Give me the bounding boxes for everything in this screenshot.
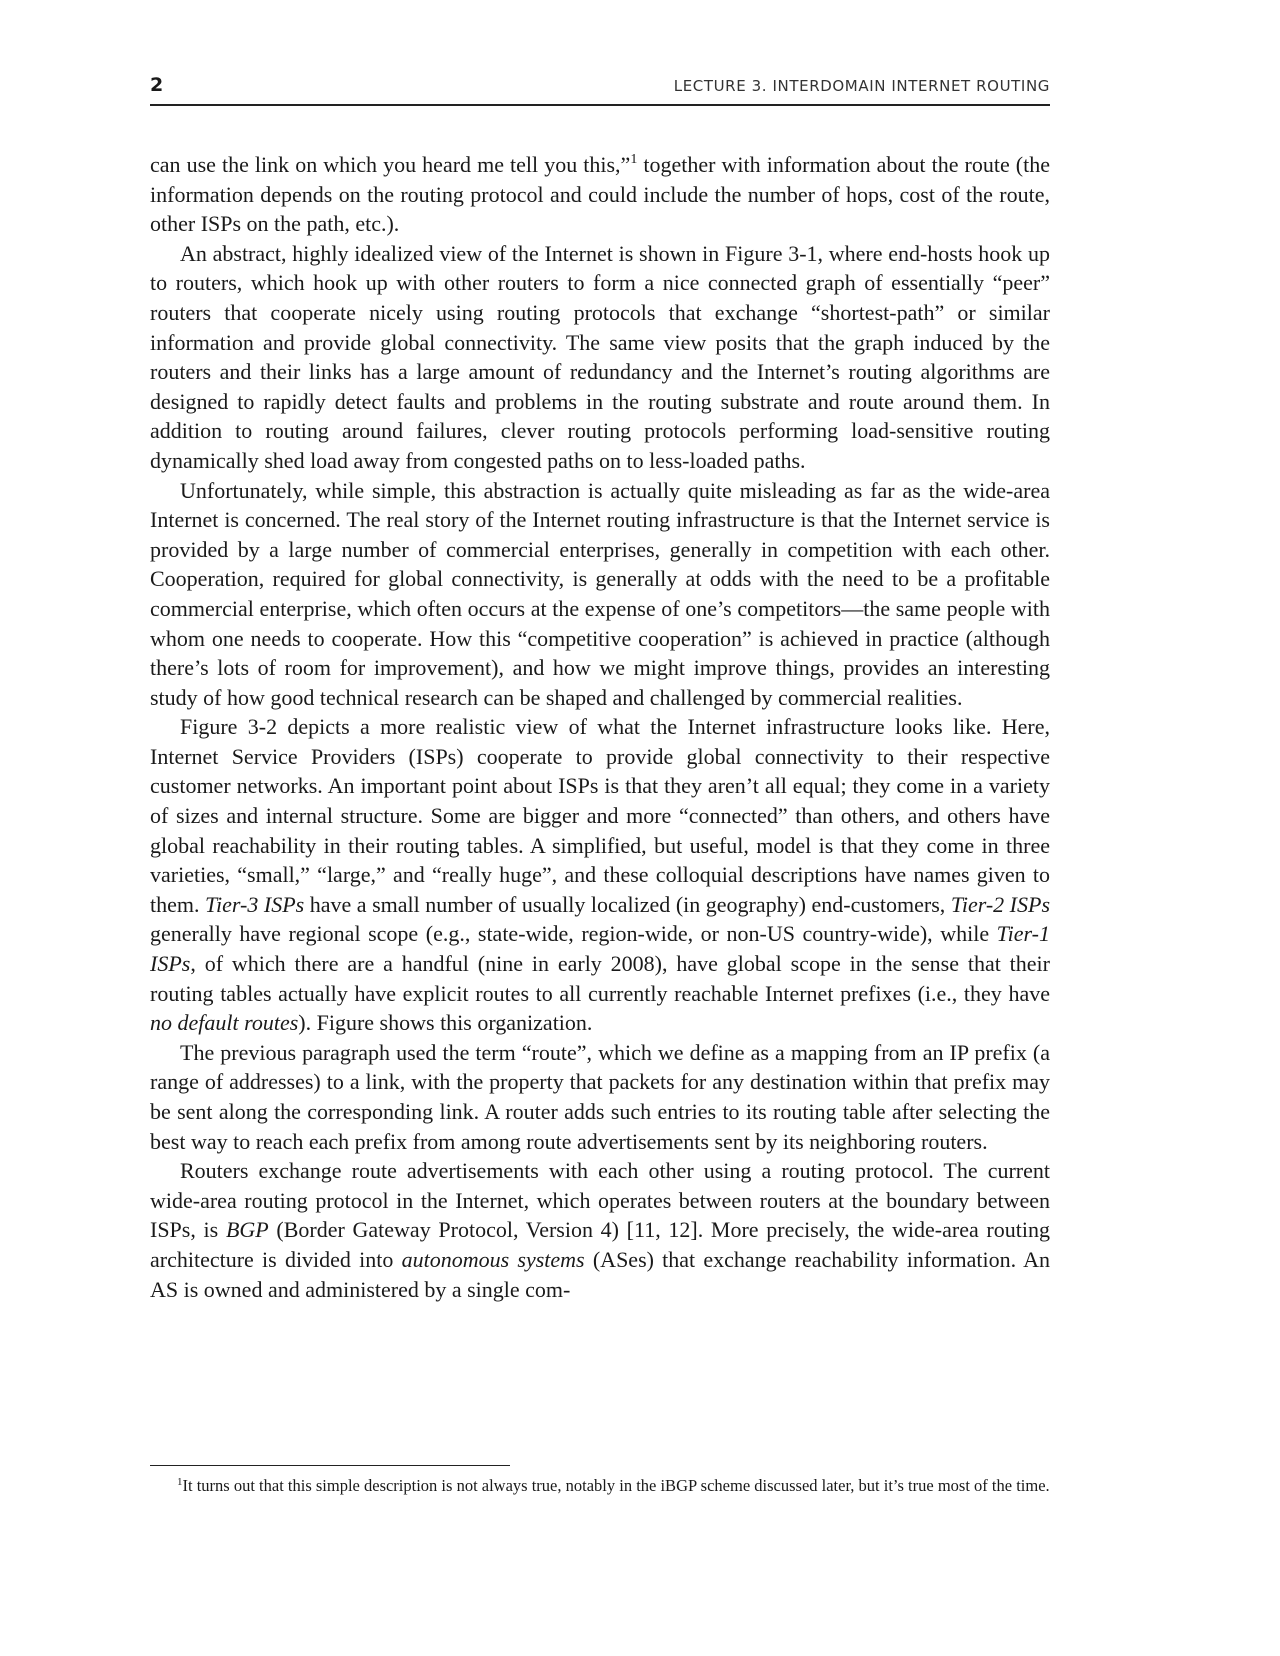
- paragraph-2: An abstract, highly idealized view of the Internet is shown in Figure 3-1, where end-hosts hook up to routers, which hook up with other routers to form a nice connected graph of essentially “peer” routers that cooperate nicely using routing protocols that exchange “shortest-path” or similar information and provide global connectivity. The same view posits that the graph induced by the routers and their links has a large amount of redundancy and the Internet’s routing algorithms are designed to rapidly detect faults and problems in the routing substrate and route around them. In addition to routing around failures, clever routing protocols performing load-sensitive routing dynamically shed load away from congested paths on to less-loaded paths.: [150, 240, 1050, 473]
- running-head: LECTURE 3. INTERDOMAIN INTERNET ROUTING: [673, 77, 1050, 95]
- paragraph-6-text-c: (ASes) that exchange reachability information. An AS is owned and administered by a single com-: [150, 1246, 1051, 1302]
- paragraph-4-text-e: ). Figure shows this organization.: [298, 1010, 593, 1036]
- body-text: [150, 150, 1050, 1304]
- footnote: [150, 1474, 1050, 1497]
- term-tier3-isps: Tier-3 ISPs: [205, 891, 305, 917]
- page-number: 2: [150, 74, 164, 96]
- paragraph-4: [150, 712, 1050, 1038]
- footnote-text: It turns out that this simple description is not always true, notably in the iBGP scheme discussed later, but it’s true most of the time.: [182, 1476, 1050, 1495]
- paragraph-4-text-a: Figure 3-2 depicts a more realistic view of what the Internet infrastructure looks like. Here, Internet Service Providers (ISPs) cooperate to provide global connectivity to their respective customer networks. An important point about ISPs is that they aren’t all equal; they come in a variety of sizes and internal structure. Some are bigger and more “connected” than others, and others have global reachability in their routing tables. A simplified, but useful, model is that they come in three varieties, “small,” “large,” and “really huge”, and these colloquial descriptions have names given to them.: [150, 714, 1050, 917]
- paragraph-1-text-b: together with information about the route (the information depends on the routing protocol and could include the number of hops, cost of the route, other ISPs on the path, etc.).: [150, 152, 1051, 237]
- term-tier1-isps: Tier-1 ISPs: [150, 921, 1050, 977]
- paragraph-6: [150, 1156, 1050, 1304]
- paragraph-4-text-c: generally have regional scope (e.g., state-wide, region-wide, or non-US country-wide), while: [150, 921, 997, 947]
- paragraph-4-text-d: , of which there are a handful (nine in early 2008), have global scope in the sense that their routing tables actually have explicit routes to all currently reachable Internet prefixes (i.e., they have: [150, 951, 1050, 1006]
- footnote-rule: [150, 1465, 510, 1466]
- term-autonomous-systems: autonomous systems: [401, 1246, 585, 1272]
- paragraph-3: Unfortunately, while simple, this abstraction is actually quite misleading as far as the wide-area Internet is concerned. The real story of the Internet routing infrastructure is that the Internet service is provided by a large number of commercial enterprises, generally in competition with each other. Cooperation, required for global connectivity, is generally at odds with the need to be a profitable commercial enterprise, which often occurs at the expense of one’s competitors—the same people with whom one needs to cooperate. How this “competitive cooperation” is achieved in practice (although there’s lots of room for improvement), and how we might improve things, provides an interesting study of how good technical research can be shaped and challenged by commercial realities.: [150, 477, 1050, 710]
- paragraph-1: [150, 150, 1050, 239]
- footnote-mark: 1: [177, 1476, 183, 1488]
- paragraph-4-text-b: have a small number of usually localized (in geography) end-customers,: [304, 891, 951, 917]
- term-bgp: BGP: [225, 1217, 269, 1243]
- paragraph-6-text-a: Routers exchange route advertisements with each other using a routing protocol. The current wide-area routing protocol in the Internet, which operates between routers at the boundary between ISPs, is: [150, 1158, 1050, 1243]
- footnote-reference: 1: [630, 152, 638, 167]
- paragraph-5: The previous paragraph used the term “route”, which we define as a mapping from an IP prefix (a range of addresses) to a link, with the property that packets for any destination within that prefix may be sent along the corresponding link. A router adds such entries to its routing table after selecting the best way to reach each prefix from among route advertisements sent by its neighboring routers.: [150, 1039, 1050, 1154]
- paragraph-6-text-b: (Border Gateway Protocol, Version 4) [11, 12]. More precisely, the wide-area routing architecture is divided into: [150, 1217, 1050, 1272]
- term-tier2-isps: Tier-2 ISPs: [950, 891, 1051, 917]
- page-header: [150, 74, 1050, 106]
- term-no-default-routes: no default routes: [150, 1010, 299, 1036]
- paragraph-1-text-a: can use the link on which you heard me tell you this,”: [150, 152, 631, 177]
